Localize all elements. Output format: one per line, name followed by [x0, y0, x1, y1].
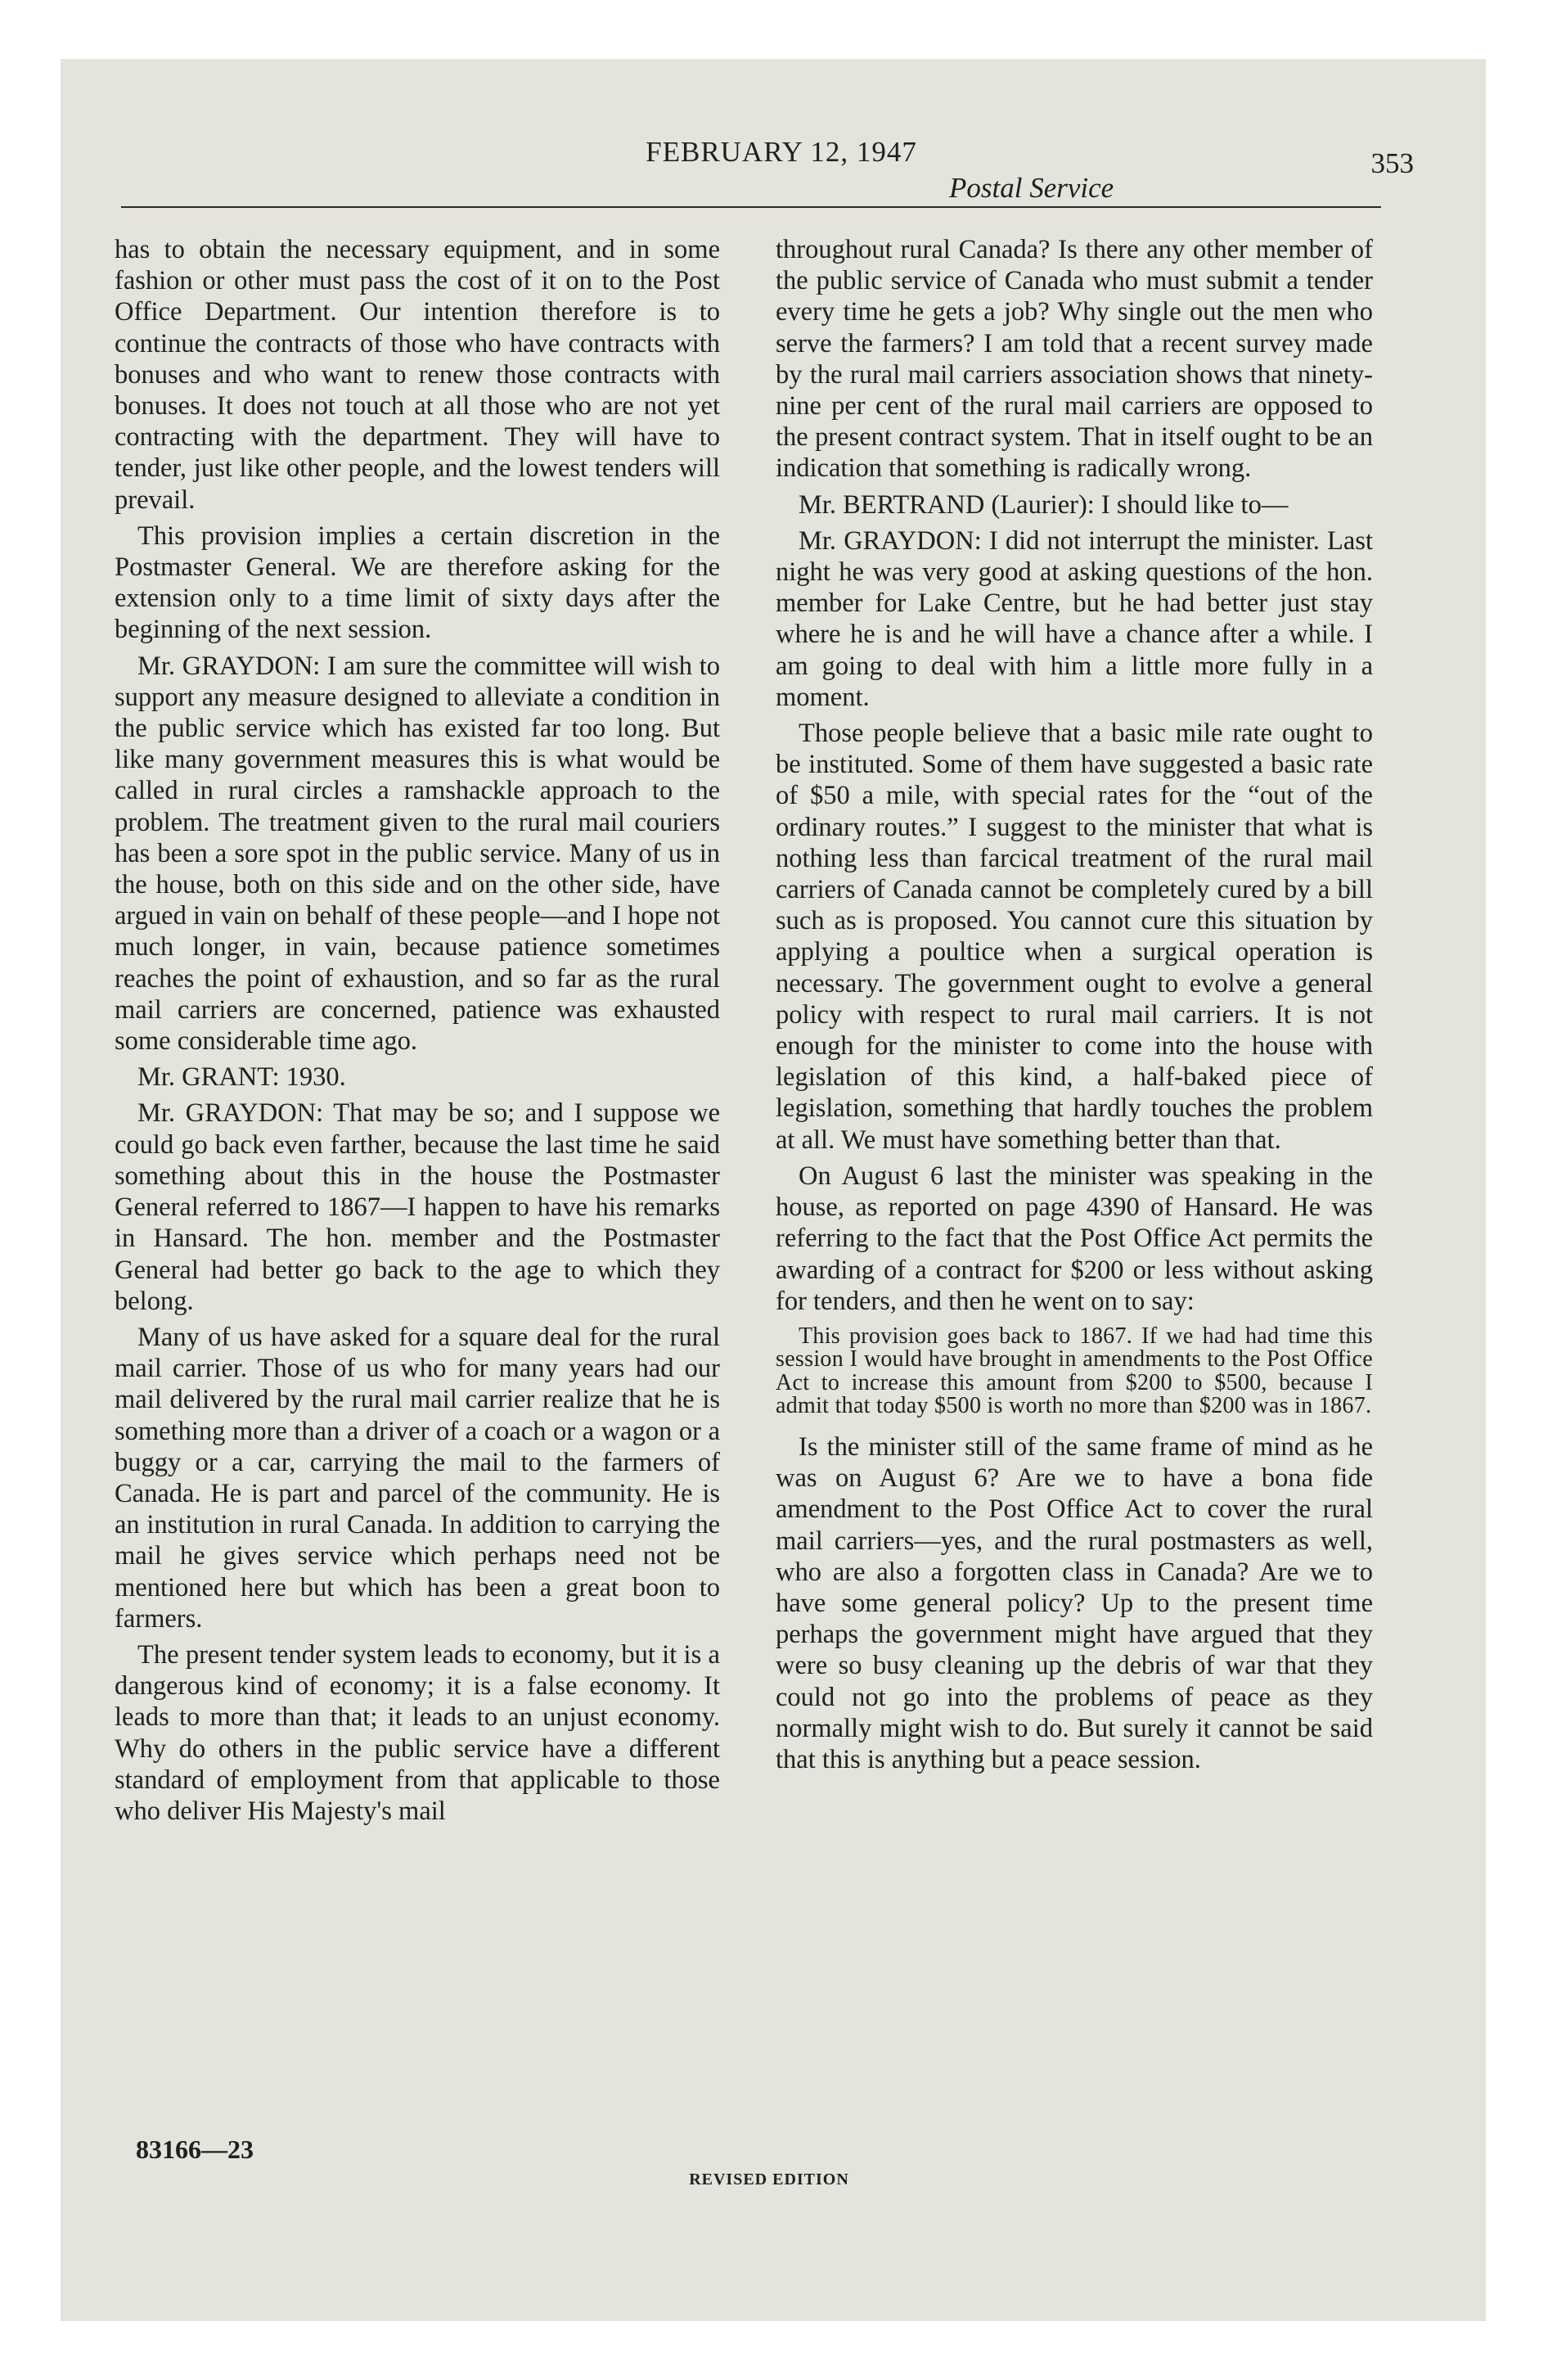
paragraph: Is the minister still of the same frame of mind as he was on August 6? Are we to have a bona fide amendment to the Post Office Act to cover the rural mail carriers—yes, and the rural postmasters as well, who are also a forgotten class in Canada? Are we to have some general policy? Up to the present time perhaps the government might have argued that they were so busy cleaning up the debris of war that they could not go into the problems of peace as they normally might wish to do. But surely it cannot be said that this is anything but a peace session.: [776, 1431, 1373, 1774]
paragraph: Mr. GRAYDON: I did not interrupt the minister. Last night he was very good at asking questions of the hon. member for Lake Centre, but he had better just stay where he is and he will have a chance after a while. I am going to deal with him a little more fully in a moment.: [776, 525, 1373, 712]
paragraph: Mr. BERTRAND (Laurier): I should like to—: [799, 489, 1289, 520]
paragraph: This provision implies a certain discretion in the Postmaster General. We are therefore asking for the extension only to a time limit of sixty days after the beginning of the next session.: [115, 521, 720, 645]
edition-label: REVISED EDITION: [689, 2170, 849, 2188]
paragraph: has to obtain the necessary equipment, and in some fashion or other must pass the cost of it on to the Post Office Department. Our intention therefore is to continue the contracts of those who have contracts with bonuses and who want to renew those contracts with bonuses. It does not touch at all those who are not yet contracting with the department. They will have to tender, just like other people, and the lowest tenders will prevail.: [115, 235, 720, 515]
page-header-date: FEBRUARY 12, 1947: [646, 136, 917, 168]
paragraph: Many of us have asked for a square deal for the rural mail carrier. Those of us who for many years had our mail delivered by the rural mail carrier realize that he is something more than a driver of a coach or a wagon or a buggy or a car, carrying the mail to the farmers of Canada. He is part and parcel of the community. He is an institution in rural Canada. In addition to carrying the mail he gives service which perhaps need not be mentioned here but which has been a great boon to farmers.: [115, 1322, 720, 1634]
paragraph: Mr. GRAYDON: I am sure the committee will wish to support any measure designed to alleviate a condition in the public service which has existed far too long. But like many government measures this is what would be called in rural circles a ramshackle approach to the problem. The treatment given to the rural mail couriers has been a sore spot in the public service. Many of us in the house, both on this side and on the other side, have argued in vain on behalf of these people—and I hope not much longer, in vain, because patience sometimes reaches the point of exhaustion, and so far as the rural mail carriers are concerned, patience was exhausted some considerable time ago.: [115, 651, 720, 1057]
folio-number: 83166—23: [136, 2134, 254, 2164]
paragraph: On August 6 last the minister was speaking in the house, as reported on page 4390 of Hansard. He was referring to the fact that the Post Office Act permits the awarding of a contract for $200 or less without asking for tenders, and then he went on to say:: [776, 1161, 1373, 1316]
paragraph: The present tender system leads to economy, but it is a dangerous kind of economy; it is a false economy. It leads to more than that; it leads to an unjust economy. Why do others in the public service have a different standard of employment from that applicable to those who deliver His Majesty's mail: [115, 1639, 720, 1826]
paragraph: Mr. GRANT: 1930.: [137, 1062, 346, 1093]
block-quote: This provision goes back to 1867. If we had had time this session I would have brought in amendments to the Post Office Act to increase this amount from $200 to $500, because I admit that today $500 is worth no more than $200 was in 1867.: [776, 1323, 1373, 1419]
right-column: [776, 234, 1373, 1780]
header-rule: [121, 206, 1381, 208]
paragraph: Those people believe that a basic mile rate ought to be instituted. Some of them have suggested a basic rate of $50 a mile, with special rates for the “out of the ordinary routes.” I suggest to the minister that what is nothing less than farcical treatment of the rural mail carriers of Canada cannot be completely cured by a bill such as is proposed. You cannot cure this situation by applying a poultice when a surgical operation is necessary. The government ought to evolve a general policy with respect to rural mail carriers. It is not enough for the minister to come into the house with legislation of this kind, a half-baked piece of legislation, something that hardly touches the problem at all. We must have something better than that.: [776, 719, 1373, 1155]
page-header-section: Postal Service: [949, 172, 1114, 204]
left-column: [115, 234, 720, 1832]
paragraph: Mr. GRAYDON: That may be so; and I suppose we could go back even farther, because the last time he said something about this in the house the Postmaster General referred to 1867—I happen to have his remarks in Hansard. The hon. member and the Postmaster General had better go back to the age to which they belong.: [115, 1098, 720, 1316]
paragraph: throughout rural Canada? Is there any other member of the public service of Canada who must submit a tender every time he gets a job? Why single out the men who serve the farmers? I am told that a recent survey made by the rural mail carriers association shows that ninety-nine per cent of the rural mail carriers are opposed to the present contract system. That in itself ought to be an indication that something is radically wrong.: [776, 235, 1373, 484]
page-number: 353: [1370, 147, 1414, 179]
